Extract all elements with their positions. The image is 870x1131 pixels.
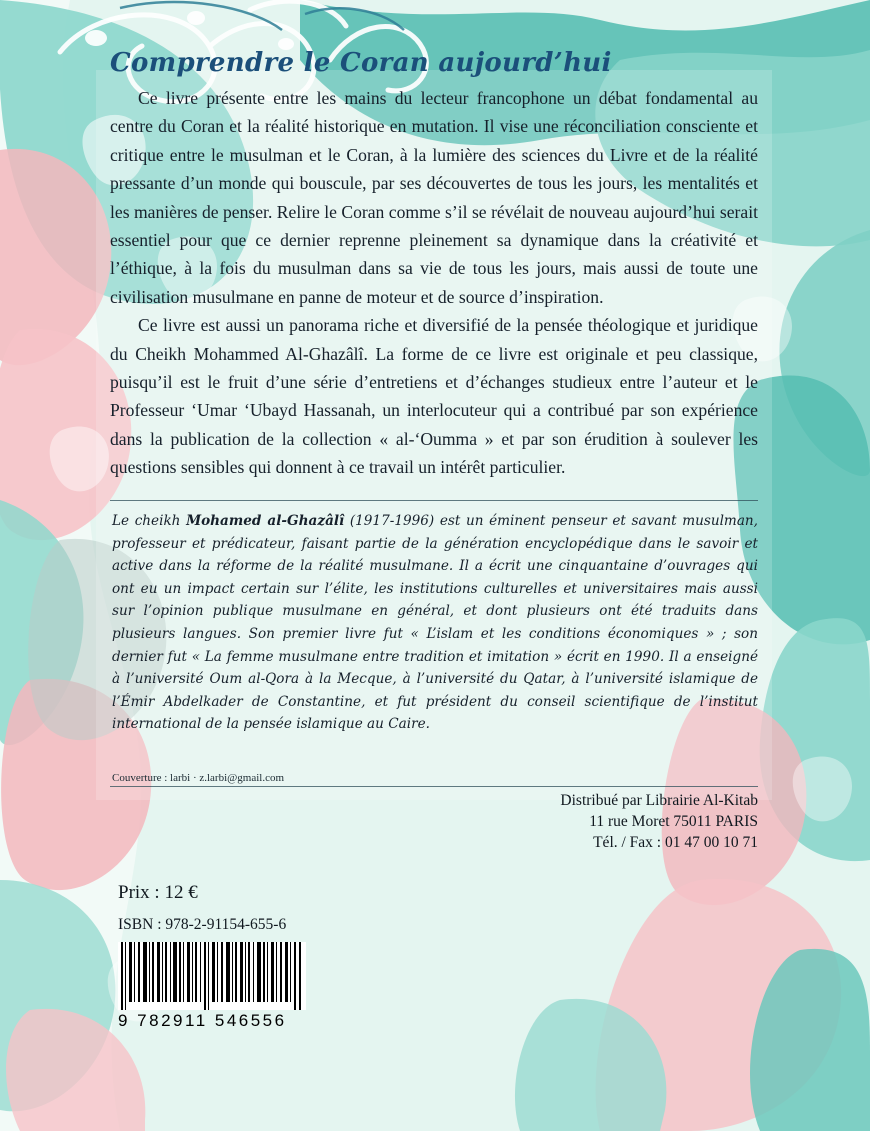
cover-credit: Couverture : larbi · z.larbi@gmail.com: [112, 772, 285, 784]
page-title: Comprendre le Coran aujourd’hui: [110, 48, 612, 78]
back-cover-blurb: [110, 84, 758, 482]
barcode-digits: 9 782911 546556: [118, 1011, 287, 1030]
barcode-bars: [118, 942, 306, 1010]
bio-lead-text: Le cheikh: [112, 513, 187, 529]
publisher-phone: Tél. / Fax : 01 47 00 10 71: [593, 834, 758, 851]
divider-top: [110, 500, 758, 501]
publisher-address: 11 rue Moret 75011 PARIS: [589, 813, 758, 830]
bio-body-text: (1917-1996) est un éminent penseur et savant musulman, professeur et prédicateur, faisant partie de la génération encyclopédique dans le savoir et active dans la réforme de la réalité musulmane. Il a écrit une cinquantaine d’ouvrages qui ont eu un impact certain sur l’élite, les institutions culturelles et universitaires mais aussi sur l’opinion publique musulmane en général, et dont plusieurs ont été traduits dans plusieurs langues. Son premier livre fut « L’islam et les conditions économiques » ; son dernier fut « La femme musulmane entre tradition et imitation » écrit en 1990. Il a enseigné à l’université Oum al-Qora à la Mecque, à l’université du Qatar, à l’université islamique de l’Émir Abdelkader de Constantine, et fut président du conseil scientifique de l’institut international de la pensée islamique au Caire.: [112, 513, 758, 733]
publisher-block: [338, 790, 758, 853]
barcode: [118, 942, 308, 1031]
divider-bottom: [110, 786, 758, 787]
blurb-paragraph-2: Ce livre est aussi un panorama riche et diversifié de la pensée théologique et juridique du Cheikh Mohammed Al-Ghazâlî. La forme de ce livre est originale et peu classique, puisqu’il est le fruit d’une série d’entretiens et d’échanges studieux entre l’auteur et le Professeur ‘Umar ‘Ubayd Hassanah, un interlocuteur qui a contribué par son expérience dans la publication de la collection « al-‘Oumma » et par son érudition à soulever les questions sensibles qui donnent à ce travail un intérêt particulier.: [110, 315, 758, 478]
author-name: Mohamed al-Ghazâlî: [186, 513, 345, 529]
price-label: Prix : 12 €: [118, 882, 198, 903]
isbn-label: ISBN : 978-2-91154-655-6: [118, 916, 287, 933]
author-biography: [112, 510, 758, 736]
blurb-paragraph-1: Ce livre présente entre les mains du lecteur francophone un débat fondamental au centre du Coran et la réalité historique en mutation. Il vise une réconciliation consciente et critique entre le musulman et le Coran, à la lumière des sciences du Livre et de la réalité pressante d’un monde qui bouscule, par ses découvertes de tous les jours, les mentalités et les manières de penser. Relire le Coran comme s’il se révélait de nouveau aujourd’hui serait essentiel pour que ce dernier reprenne pleinement sa dynamique dans la créativité et l’éthique, à la fois du musulman dans sa vie de tous les jours, mais aussi de toute une civilisation musulmane en panne de moteur et de source d’inspiration.: [110, 88, 758, 307]
publisher-name: Distribué par Librairie Al-Kitab: [560, 792, 758, 809]
